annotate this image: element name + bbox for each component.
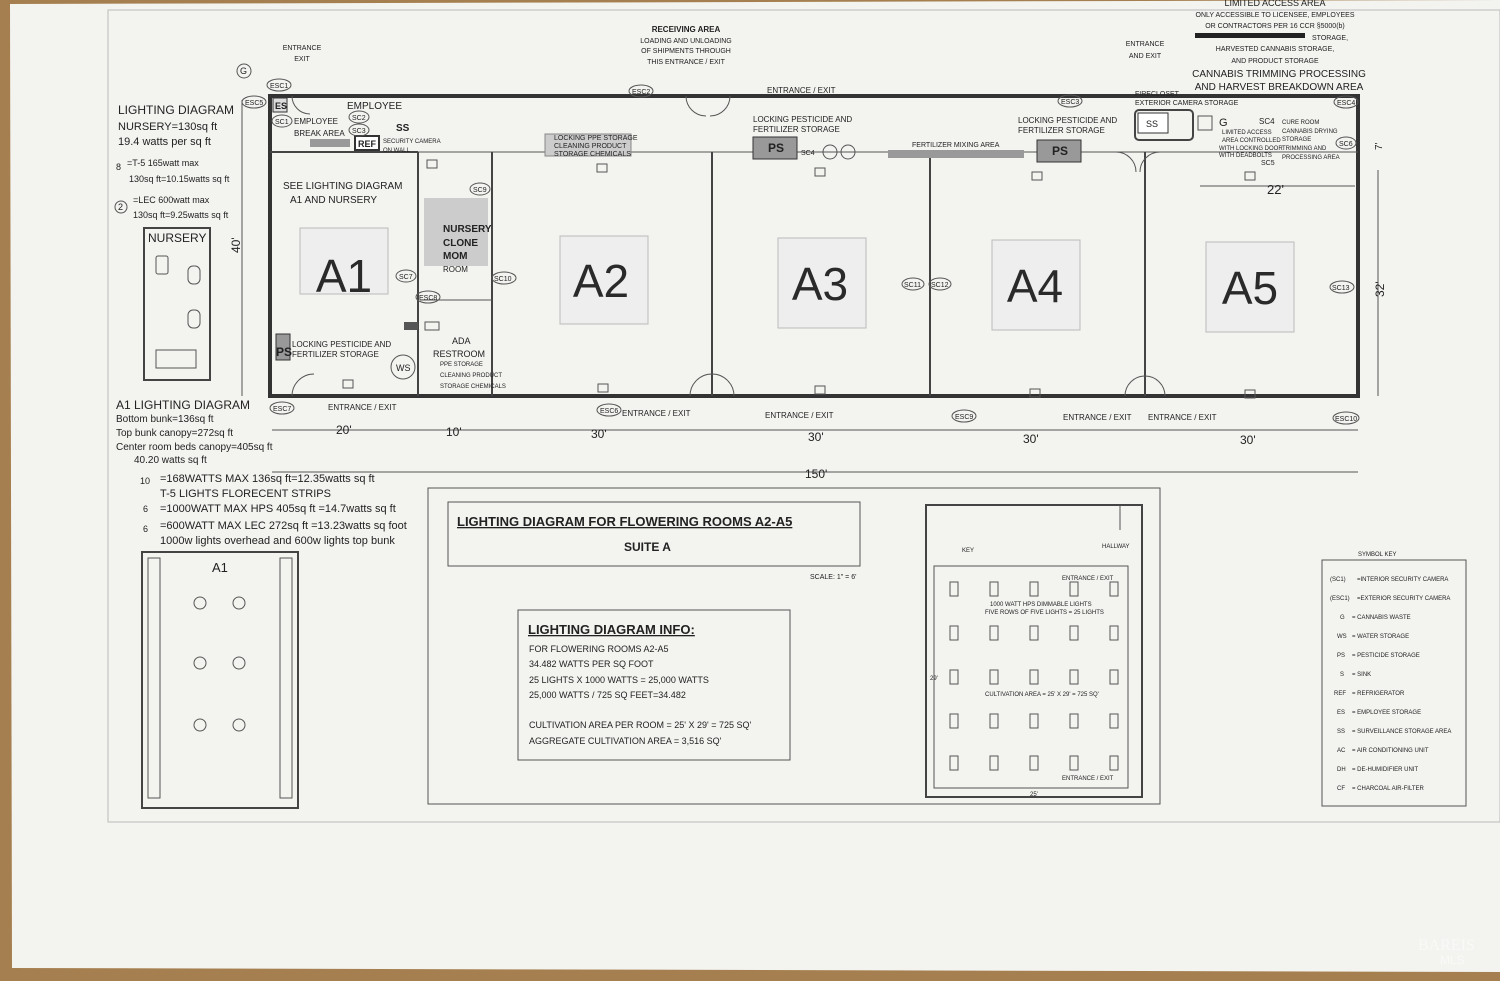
svg-text:PROCESSING AREA: PROCESSING AREA xyxy=(1282,155,1340,161)
svg-text:19.4 watts per sq ft: 19.4 watts per sq ft xyxy=(118,136,211,148)
svg-text:ESC8: ESC8 xyxy=(419,295,438,302)
svg-text:25': 25' xyxy=(1030,792,1038,798)
svg-text:FERTILIZER STORAGE: FERTILIZER STORAGE xyxy=(1018,126,1105,135)
room-label-a5: A5 xyxy=(1221,262,1279,314)
svg-text:FERTILIZER STORAGE: FERTILIZER STORAGE xyxy=(292,350,379,359)
svg-text:6: 6 xyxy=(143,524,149,534)
svg-text:AND HARVEST BREAKDOWN AREA: AND HARVEST BREAKDOWN AREA xyxy=(1194,82,1364,93)
svg-text:Bottom bunk=136sq ft: Bottom bunk=136sq ft xyxy=(116,414,214,425)
svg-text:SC13: SC13 xyxy=(1332,285,1350,292)
svg-text:G: G xyxy=(240,66,248,76)
svg-text:30': 30' xyxy=(808,430,824,444)
svg-text:25,000 WATTS / 725 SQ FEET=34.: 25,000 WATTS / 725 SQ FEET=34.482 xyxy=(529,690,686,700)
svg-text:Top bunk canopy=272sq ft: Top bunk canopy=272sq ft xyxy=(116,428,234,439)
svg-text:ROOM: ROOM xyxy=(443,265,468,274)
svg-text:PS: PS xyxy=(1052,144,1069,158)
svg-text:10: 10 xyxy=(140,476,151,486)
svg-text:ESC9: ESC9 xyxy=(955,414,974,421)
svg-text:EXTERIOR CAMERA STORAGE: EXTERIOR CAMERA STORAGE xyxy=(1135,100,1239,107)
svg-text:LOCKING PPE STORAGE: LOCKING PPE STORAGE xyxy=(554,135,638,142)
svg-text:=T-5 165watt max: =T-5 165watt max xyxy=(127,158,199,168)
room-label-a3: A3 xyxy=(791,258,849,310)
svg-text:ESC2: ESC2 xyxy=(632,89,651,96)
svg-text:22': 22' xyxy=(1267,182,1284,197)
svg-text:2: 2 xyxy=(118,202,124,212)
svg-text:ESC3: ESC3 xyxy=(1061,99,1080,106)
svg-text:A1: A1 xyxy=(212,560,228,575)
svg-text:FERTILIZER MIXING AREA: FERTILIZER MIXING AREA xyxy=(912,142,1000,149)
svg-text:SC4: SC4 xyxy=(801,150,815,157)
svg-text:ES: ES xyxy=(275,101,288,111)
svg-text:HALLWAY: HALLWAY xyxy=(1102,544,1130,550)
svg-text:FIRECLOSET: FIRECLOSET xyxy=(1135,91,1179,98)
svg-text:SYMBOL KEY: SYMBOL KEY xyxy=(1358,552,1397,558)
svg-text:25 LIGHTS X 1000 WATTS = 25,00: 25 LIGHTS X 1000 WATTS = 25,000 WATTS xyxy=(529,675,709,685)
svg-text:= SINK: = SINK xyxy=(1352,672,1372,678)
svg-text:PS: PS xyxy=(768,141,785,155)
svg-text:Center room beds canopy=405sq: Center room beds canopy=405sq ft xyxy=(116,442,273,453)
svg-text:DH: DH xyxy=(1337,767,1346,773)
svg-text:40.20 watts sq ft: 40.20 watts sq ft xyxy=(134,455,207,466)
svg-text:KEY: KEY xyxy=(962,548,975,554)
svg-text:LIGHTING DIAGRAM: LIGHTING DIAGRAM xyxy=(118,103,235,117)
svg-text:CLONE: CLONE xyxy=(443,238,478,249)
svg-text:AGGREGATE CULTIVATION AREA = 3: AGGREGATE CULTIVATION AREA = 3,516 SQ' xyxy=(529,736,722,746)
svg-text:= CANNABIS WASTE: = CANNABIS WASTE xyxy=(1352,615,1411,621)
svg-text:WITH LOCKING DOOR: WITH LOCKING DOOR xyxy=(1219,146,1283,152)
svg-text:= EMPLOYEE STORAGE: = EMPLOYEE STORAGE xyxy=(1352,710,1422,716)
svg-text:ESC5: ESC5 xyxy=(245,100,264,107)
svg-text:ENTRANCE: ENTRANCE xyxy=(282,45,322,52)
svg-text:= AIR CONDITIONING UNIT: = AIR CONDITIONING UNIT xyxy=(1352,748,1429,754)
svg-text:ENTRANCE / EXIT: ENTRANCE / EXIT xyxy=(1063,413,1132,422)
svg-text:AREA CONTROLLED: AREA CONTROLLED xyxy=(1222,138,1281,144)
svg-text:THIS ENTRANCE / EXIT: THIS ENTRANCE / EXIT xyxy=(647,59,725,66)
svg-text:BREAK AREA: BREAK AREA xyxy=(294,129,345,138)
svg-text:=168WATTS MAX 136sq ft=12.35wa: =168WATTS MAX 136sq ft=12.35watts sq ft xyxy=(160,473,375,485)
svg-text:STORAGE CHEMICALS: STORAGE CHEMICALS xyxy=(554,151,631,158)
svg-text:CLEANING PRODUCT: CLEANING PRODUCT xyxy=(440,373,503,379)
svg-text:RESTROOM: RESTROOM xyxy=(433,349,486,359)
svg-text:SC11: SC11 xyxy=(904,282,921,289)
room-label-a1: A1 xyxy=(315,250,373,302)
svg-text:SUITE A: SUITE A xyxy=(624,540,671,554)
svg-text:SC5: SC5 xyxy=(1261,160,1275,167)
svg-text:EMPLOYEE: EMPLOYEE xyxy=(347,101,403,112)
svg-text:EXIT: EXIT xyxy=(294,56,310,63)
svg-text:LIMITED ACCESS: LIMITED ACCESS xyxy=(1222,130,1272,136)
room-label-a4: A4 xyxy=(1006,260,1064,312)
svg-text:TRIMMING AND: TRIMMING AND xyxy=(1282,146,1327,152)
svg-text:SC6: SC6 xyxy=(1339,141,1353,148)
svg-text:A1 LIGHTING DIAGRAM: A1 LIGHTING DIAGRAM xyxy=(116,398,251,412)
svg-text:CF: CF xyxy=(1337,786,1345,792)
svg-text:=INTERIOR SECURITY CAMERA: =INTERIOR SECURITY CAMERA xyxy=(1357,577,1449,583)
svg-text:ENTRANCE / EXIT: ENTRANCE / EXIT xyxy=(622,409,691,418)
svg-text:32': 32' xyxy=(1373,281,1387,297)
svg-text:AND EXIT: AND EXIT xyxy=(1128,53,1162,60)
svg-text:SS: SS xyxy=(396,123,410,134)
svg-text:ESC10: ESC10 xyxy=(1335,416,1358,423)
room-label-a2: A2 xyxy=(572,255,630,307)
svg-text:SS: SS xyxy=(1337,729,1346,735)
svg-text:6: 6 xyxy=(143,504,149,514)
svg-text:8: 8 xyxy=(116,162,122,172)
svg-text:PS: PS xyxy=(1337,653,1346,659)
svg-text:SCALE: 1" = 6': SCALE: 1" = 6' xyxy=(810,574,857,581)
svg-text:ESC7: ESC7 xyxy=(273,406,292,413)
svg-text:=1000WATT MAX HPS 405sq ft =14: =1000WATT MAX HPS 405sq ft =14.7watts sq ft xyxy=(160,503,396,515)
svg-text:REF: REF xyxy=(358,139,376,149)
svg-text:(SC1): (SC1) xyxy=(1330,577,1346,583)
svg-text:SC12: SC12 xyxy=(931,282,949,289)
svg-text:= PESTICIDE STORAGE: = PESTICIDE STORAGE xyxy=(1352,653,1420,659)
svg-text:LOCKING PESTICIDE AND: LOCKING PESTICIDE AND xyxy=(1018,116,1118,125)
svg-text:HARVESTED CANNABIS STORAGE,: HARVESTED CANNABIS STORAGE, xyxy=(1215,46,1335,53)
svg-text:1000w lights overhead and 600w: 1000w lights overhead and 600w lights top bunk xyxy=(160,535,395,547)
svg-text:= DE-HUMIDIFIER UNIT: = DE-HUMIDIFIER UNIT xyxy=(1352,767,1419,773)
svg-text:FERTILIZER STORAGE: FERTILIZER STORAGE xyxy=(753,125,840,134)
svg-text:ENTRANCE / EXIT: ENTRANCE / EXIT xyxy=(1148,413,1217,422)
svg-text:150': 150' xyxy=(805,467,828,481)
svg-text:WITH DEADBOLTS: WITH DEADBOLTS xyxy=(1219,153,1272,159)
svg-text:OR CONTRACTORS PER 16 CCR §500: OR CONTRACTORS PER 16 CCR §5000(b) xyxy=(1205,23,1345,30)
svg-text:SC3: SC3 xyxy=(352,128,366,135)
svg-text:LIGHTING DIAGRAM INFO:: LIGHTING DIAGRAM INFO: xyxy=(528,622,695,637)
svg-text:SEE LIGHTING DIAGRAM: SEE LIGHTING DIAGRAM xyxy=(283,181,403,192)
svg-text:NURSERY: NURSERY xyxy=(443,224,492,235)
svg-text:SECURITY CAMERA: SECURITY CAMERA xyxy=(383,139,441,145)
svg-text:29': 29' xyxy=(930,676,938,682)
svg-text:LOCKING PESTICIDE AND: LOCKING PESTICIDE AND xyxy=(292,340,392,349)
svg-text:RECEIVING AREA: RECEIVING AREA xyxy=(651,25,721,34)
svg-text:=LEC 600watt max: =LEC 600watt max xyxy=(133,195,210,205)
svg-text:CULTIVATION AREA = 25' X 29' =: CULTIVATION AREA = 25' X 29' = 725 SQ' xyxy=(985,692,1099,698)
svg-text:30': 30' xyxy=(1240,433,1256,447)
svg-text:10': 10' xyxy=(446,425,462,439)
svg-text:= WATER STORAGE: = WATER STORAGE xyxy=(1352,634,1410,640)
svg-text:ENTRANCE / EXIT: ENTRANCE / EXIT xyxy=(1062,576,1114,582)
svg-text:= REFRIGERATOR: = REFRIGERATOR xyxy=(1352,691,1405,697)
svg-text:ONLY ACCESSIBLE TO LICENSEE, E: ONLY ACCESSIBLE TO LICENSEE, EMPLOYEES xyxy=(1195,12,1355,19)
svg-text:34.482 WATTS PER SQ FOOT: 34.482 WATTS PER SQ FOOT xyxy=(529,659,654,669)
svg-text:SC10: SC10 xyxy=(494,276,512,283)
svg-text:ESC6: ESC6 xyxy=(600,408,619,415)
svg-text:7': 7' xyxy=(1374,142,1385,150)
svg-text:WS: WS xyxy=(1337,634,1347,640)
svg-text:STORAGE CHEMICALS: STORAGE CHEMICALS xyxy=(440,384,506,390)
svg-text:FOR FLOWERING ROOMS A2-A5: FOR FLOWERING ROOMS A2-A5 xyxy=(529,644,669,654)
svg-text:= CHARCOAL AIR-FILTER: = CHARCOAL AIR-FILTER xyxy=(1352,786,1424,792)
svg-text:ESC4: ESC4 xyxy=(1337,100,1356,107)
svg-text:SC1: SC1 xyxy=(275,119,289,126)
svg-text:BAREIS: BAREIS xyxy=(1418,937,1475,954)
svg-text:ENTRANCE / EXIT: ENTRANCE / EXIT xyxy=(767,86,836,95)
svg-text:ENTRANCE: ENTRANCE xyxy=(1125,41,1165,48)
svg-text:30': 30' xyxy=(591,427,607,441)
svg-text:LIGHTING DIAGRAM FOR FLOWERING: LIGHTING DIAGRAM FOR FLOWERING ROOMS A2-A5 xyxy=(457,514,793,529)
svg-text:1000 WATT HPS DIMMABLE LIGHTS: 1000 WATT HPS DIMMABLE LIGHTS xyxy=(990,602,1092,608)
svg-text:NURSERY: NURSERY xyxy=(148,231,207,245)
svg-text:G: G xyxy=(1219,117,1228,129)
svg-text:A1 AND NURSERY: A1 AND NURSERY xyxy=(290,195,378,206)
svg-text:EMPLOYEE: EMPLOYEE xyxy=(294,117,339,126)
svg-text:LOCKING PESTICIDE AND: LOCKING PESTICIDE AND xyxy=(753,115,853,124)
svg-text:(ESC1): (ESC1) xyxy=(1330,596,1350,602)
svg-text:FIVE ROWS OF FIVE LIGHTS = 25: FIVE ROWS OF FIVE LIGHTS = 25 LIGHTS xyxy=(985,610,1104,616)
svg-text:SS: SS xyxy=(1146,119,1159,129)
svg-text:MOM: MOM xyxy=(443,251,468,262)
svg-text:LOADING AND UNLOADING: LOADING AND UNLOADING xyxy=(640,38,732,45)
svg-text:ENTRANCE / EXIT: ENTRANCE / EXIT xyxy=(1062,776,1114,782)
svg-text:CURE ROOM: CURE ROOM xyxy=(1282,120,1320,126)
svg-text:ENTRANCE / EXIT: ENTRANCE / EXIT xyxy=(328,403,397,412)
svg-text:PPE STORAGE: PPE STORAGE xyxy=(440,362,483,368)
svg-text:40': 40' xyxy=(229,237,243,253)
svg-text:STORAGE,: STORAGE, xyxy=(1312,35,1349,42)
svg-text:CULTIVATION AREA PER ROOM = 25: CULTIVATION AREA PER ROOM = 25' X 29' = 725 SQ' xyxy=(529,720,752,730)
svg-text:AC: AC xyxy=(1337,748,1346,754)
svg-text:ESC1: ESC1 xyxy=(270,83,289,90)
svg-text:ADA: ADA xyxy=(452,336,471,346)
svg-text:PS: PS xyxy=(276,345,293,359)
svg-text:=600WATT MAX LEC 272sq ft =13.: =600WATT MAX LEC 272sq ft =13.23watts sq foot xyxy=(160,520,407,532)
svg-text:CANNABIS TRIMMING PROCESSING: CANNABIS TRIMMING PROCESSING xyxy=(1192,69,1366,80)
svg-text:20': 20' xyxy=(336,423,352,437)
svg-text:REF: REF xyxy=(1334,691,1346,697)
svg-text:T-5 LIGHTS FLORECENT STRIPS: T-5 LIGHTS FLORECENT STRIPS xyxy=(160,488,331,500)
svg-text:SC9: SC9 xyxy=(473,187,487,194)
svg-text:SC2: SC2 xyxy=(352,115,366,122)
svg-text:LIMITED ACCESS AREA: LIMITED ACCESS AREA xyxy=(1224,0,1326,8)
svg-text:130sq ft=9.25watts sq ft: 130sq ft=9.25watts sq ft xyxy=(133,210,229,220)
svg-text:NURSERY=130sq ft: NURSERY=130sq ft xyxy=(118,121,218,133)
svg-text:WS: WS xyxy=(396,363,411,373)
svg-text:CLEANING PRODUCT: CLEANING PRODUCT xyxy=(554,143,627,150)
svg-text:MLS: MLS xyxy=(1440,953,1465,967)
svg-text:ON WALL: ON WALL xyxy=(383,148,410,154)
svg-text:S: S xyxy=(1340,672,1345,678)
svg-text:SC4: SC4 xyxy=(1259,117,1275,126)
svg-text:CANNABIS DRYING: CANNABIS DRYING xyxy=(1282,129,1338,135)
svg-text:OF SHIPMENTS THROUGH: OF SHIPMENTS THROUGH xyxy=(641,48,731,55)
svg-text:STORAGE: STORAGE xyxy=(1282,137,1312,143)
svg-text:AND PRODUCT STORAGE: AND PRODUCT STORAGE xyxy=(1231,58,1319,65)
svg-text:G: G xyxy=(1340,615,1345,621)
svg-text:= SURVEILLANCE STORAGE AREA: = SURVEILLANCE STORAGE AREA xyxy=(1352,729,1452,735)
svg-text:130sq ft=10.15watts sq ft: 130sq ft=10.15watts sq ft xyxy=(129,174,230,184)
svg-text:ENTRANCE / EXIT: ENTRANCE / EXIT xyxy=(765,411,834,420)
svg-text:30': 30' xyxy=(1023,432,1039,446)
svg-text:ES: ES xyxy=(1337,710,1346,716)
svg-text:SC7: SC7 xyxy=(399,274,413,281)
svg-text:=EXTERIOR SECURITY CAMERA: =EXTERIOR SECURITY CAMERA xyxy=(1357,596,1451,602)
